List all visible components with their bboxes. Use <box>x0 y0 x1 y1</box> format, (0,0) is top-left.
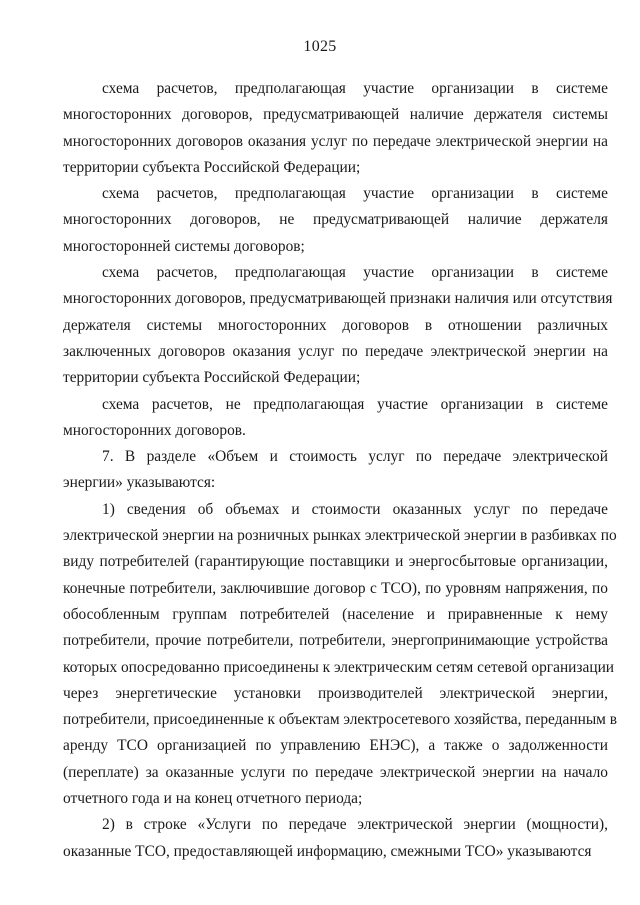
text-line: территории субъекта Российской Федерации; <box>63 369 361 387</box>
text-line: схема расчетов, предполагающая участие организации в системе <box>102 264 608 282</box>
paragraph <box>63 260 613 391</box>
text-line: многосторонних договоров. <box>63 421 246 439</box>
text-line: многосторонних договоров оказания услуг по передаче электрической энергии на <box>63 132 608 150</box>
paragraph <box>63 392 608 445</box>
page-number: 1025 <box>303 38 337 55</box>
text-line: многосторонних договоров, не предусматривающей наличие держателя <box>63 211 608 229</box>
text-line: которых опосредованно присоединены к электрическим сетям сетевой организации <box>63 658 615 676</box>
text-line: энергии» указываются: <box>63 474 216 492</box>
text-line: обособленным группам потребителей (население и приравненные к нему <box>63 605 608 623</box>
text-line: схема расчетов, предполагающая участие организации в системе <box>102 80 608 97</box>
text-line: отчетного года и на конец отчетного периода; <box>63 790 363 808</box>
paragraph <box>63 181 608 260</box>
document-body <box>63 76 618 865</box>
text-line: держателя системы многосторонних договоров в отношении различных <box>63 316 608 334</box>
paragraph <box>63 444 608 497</box>
paragraph <box>63 812 608 865</box>
text-line: потребители, присоединенные к объектам электросетевого хозяйства, переданным в <box>63 711 618 729</box>
text-line: схема расчетов, не предполагающая участие организации в системе <box>102 395 608 413</box>
text-line: 7. В разделе «Объем и стоимость услуг по передаче электрической <box>102 448 608 466</box>
text-line: 1) сведения об объемах и стоимости оказанных услуг по передаче <box>102 500 608 518</box>
text-line: через энергетические установки производителей электрической энергии, <box>63 684 608 702</box>
text-line: электрической энергии на розничных рынках электрической энергии в разбивках по <box>63 527 617 545</box>
text-line: территории субъекта Российской Федерации; <box>63 158 361 176</box>
paragraph <box>63 76 608 181</box>
text-line: многосторонних договоров, предусматривающей признаки наличия или отсутствия <box>63 290 613 308</box>
text-line: виду потребителей (гарантирующие поставщики и энергосбытовые организации, <box>63 553 608 571</box>
text-line: оказанные ТСО, предоставляющей информацию, смежными ТСО» указываются <box>63 842 592 860</box>
text-line: многосторонних договоров, предусматривающей наличие держателя системы <box>63 106 608 124</box>
text-line: потребители, прочие потребители, потребители, энергопринимающие устройства <box>63 632 608 650</box>
text-line: аренду ТСО организацией по управлению ЕНЭС), а также о задолженности <box>63 737 608 755</box>
text-line: конечные потребители, заключившие договор с ТСО), по уровням напряжения, по <box>63 579 608 597</box>
paragraph <box>63 497 618 813</box>
text-line: схема расчетов, предполагающая участие организации в системе <box>102 185 608 203</box>
text-line: многосторонней системы договоров; <box>63 237 305 255</box>
text-line: 2) в строке «Услуги по передаче электрической энергии (мощности), <box>102 816 608 834</box>
text-line: (переплате) за оказанные услуги по передаче электрической энергии на начало <box>63 763 608 781</box>
text-line: заключенных договоров оказания услуг по передаче электрической энергии на <box>63 342 608 360</box>
